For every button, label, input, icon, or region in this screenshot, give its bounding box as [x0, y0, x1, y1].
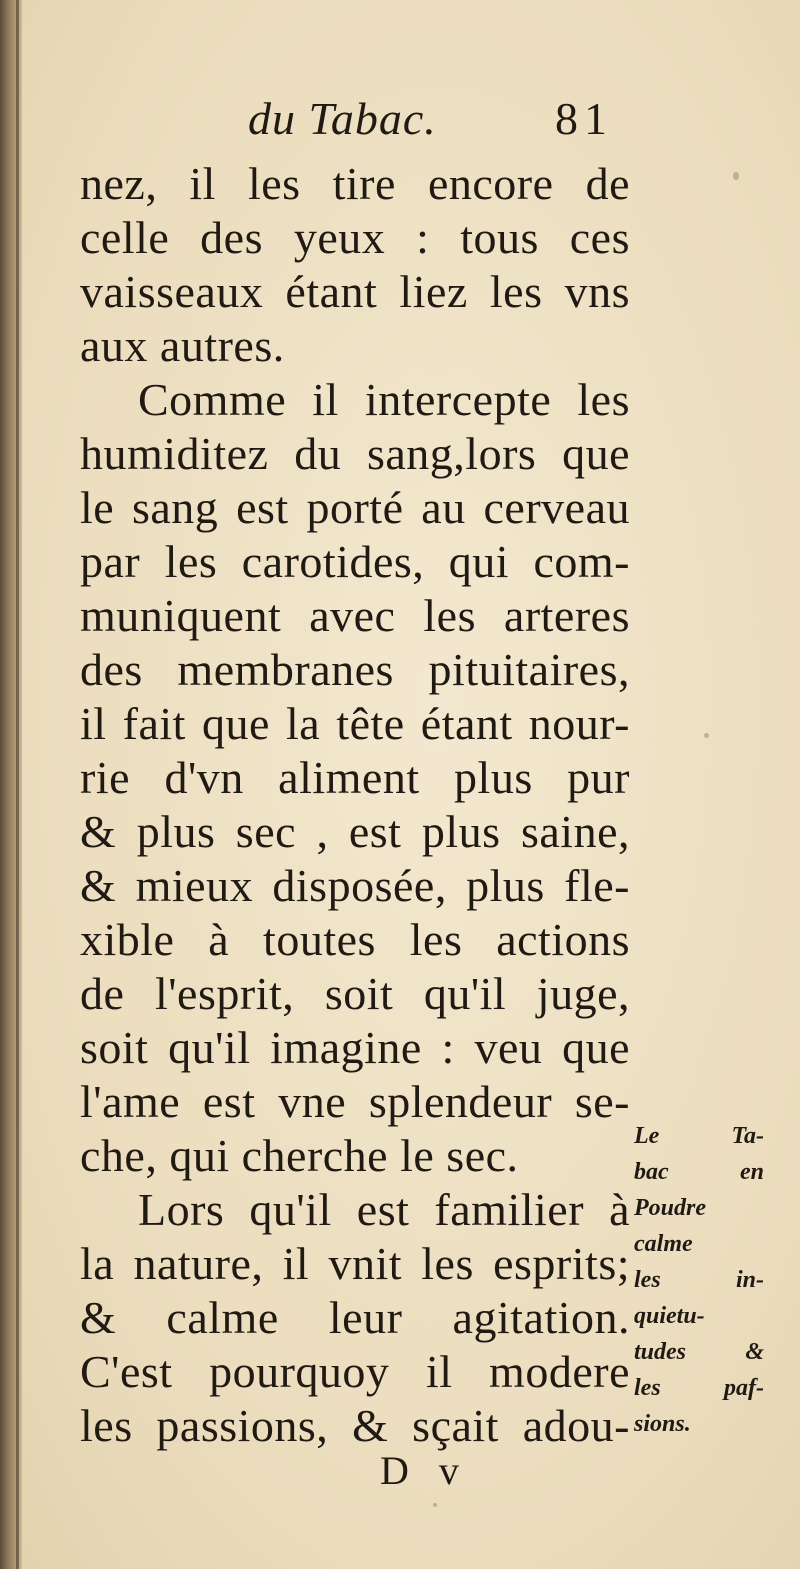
paper-speck	[733, 172, 739, 180]
margin-note-line: calme	[634, 1231, 693, 1257]
margin-note-line: tudes &	[634, 1339, 764, 1365]
text-line: il fait que la tête étant nour-	[80, 698, 630, 749]
paper-speck	[433, 1503, 437, 1507]
page-number: 81	[555, 93, 613, 144]
margin-note-line: Poudre	[634, 1195, 706, 1221]
text-line: aux autres.	[80, 320, 285, 371]
text-line: & calme leur agitation.	[80, 1292, 630, 1343]
binding-line	[16, 0, 19, 1569]
text-line: che, qui cherche le sec.	[80, 1130, 519, 1181]
marginal-note	[634, 1118, 764, 1442]
margin-note-line: Le Ta-	[634, 1123, 764, 1149]
margin-note-line: les in-	[634, 1267, 764, 1293]
text-line: Lors qu'il est familier à	[138, 1184, 630, 1235]
margin-note-line: les paf-	[634, 1375, 764, 1401]
text-line: celle des yeux : tous ces	[80, 212, 630, 263]
text-line: le sang est porté au cerveau	[80, 482, 630, 533]
text-line: de l'esprit, soit qu'il juge,	[80, 968, 630, 1019]
text-line: des membranes pituitaires,	[80, 644, 630, 695]
text-line: les passions, & sçait adou-	[80, 1400, 630, 1451]
text-line: soit qu'il imagine : veu que	[80, 1022, 630, 1073]
text-line: & plus sec , est plus saine,	[80, 806, 630, 857]
margin-note-line: quietu-	[634, 1303, 705, 1329]
text-line: C'est pourquoy il modere	[80, 1346, 630, 1397]
text-line: rie d'vn aliment plus pur	[80, 752, 630, 803]
running-head-title: du Tabac.	[248, 93, 437, 144]
text-line: xible à toutes les actions	[80, 914, 630, 965]
text-line: nez, il les tire encore de	[80, 158, 630, 209]
body-text	[80, 157, 630, 1453]
text-line: l'ame est vne splendeur se-	[80, 1076, 630, 1127]
text-line: Comme il intercepte les	[138, 374, 630, 425]
margin-note-line: bac en	[634, 1159, 764, 1185]
text-line: vaisseaux étant liez les vns	[80, 266, 630, 317]
text-line: muniquent avec les arteres	[80, 590, 630, 641]
text-line: par les carotides, qui com-	[80, 536, 630, 587]
text-line: & mieux disposée, plus fle-	[80, 860, 630, 911]
text-line: la nature, il vnit les esprits;	[80, 1238, 630, 1289]
signature-mark: D v	[380, 1448, 469, 1493]
paper-speck	[704, 733, 709, 738]
margin-note-line: sions.	[634, 1411, 691, 1437]
text-line: humiditez du sang,lors que	[80, 428, 630, 479]
